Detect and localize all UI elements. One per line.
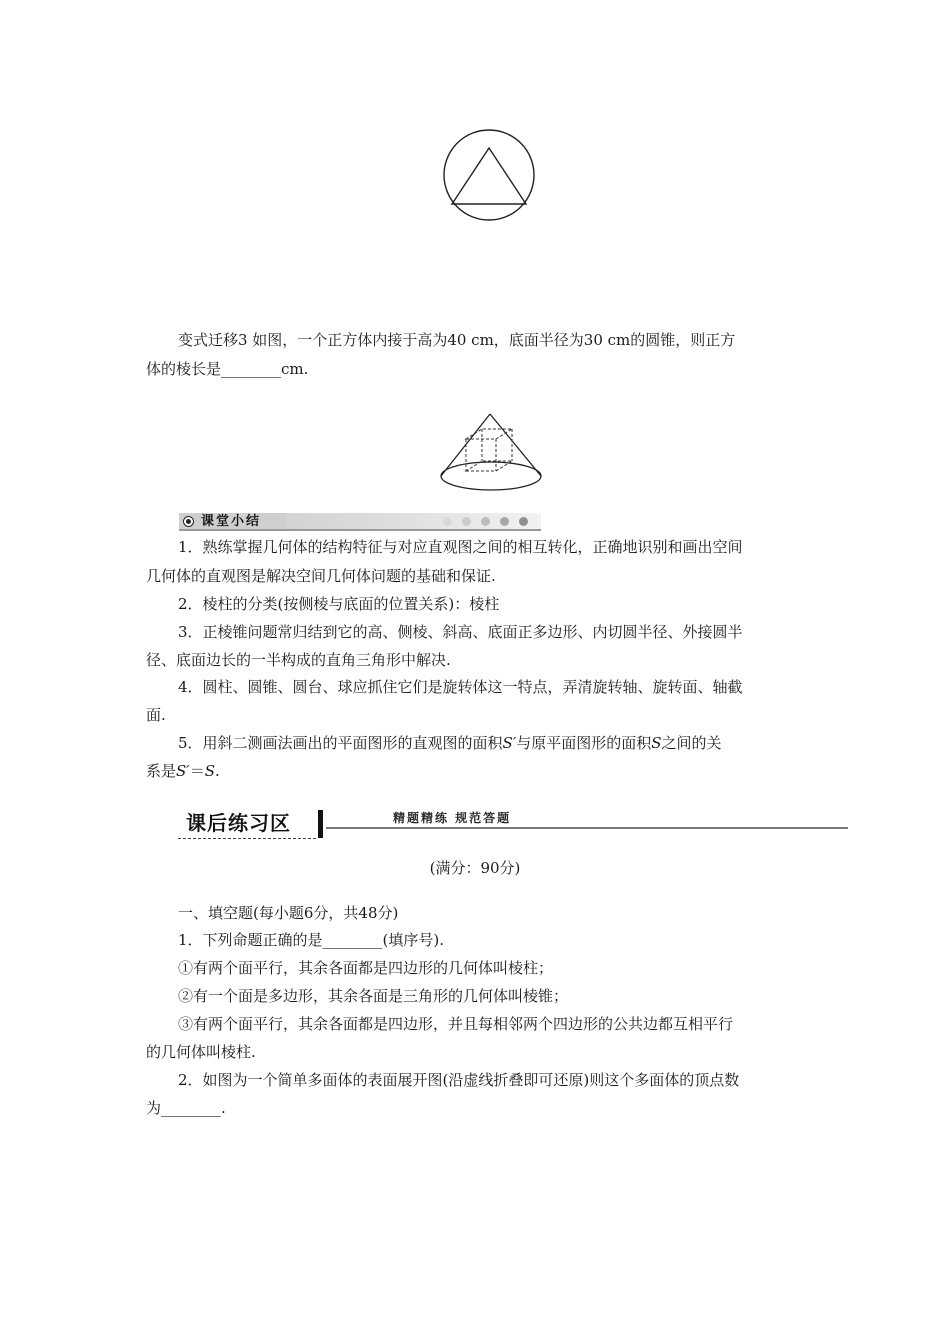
summary-item-5-l2 [146, 761, 220, 781]
summary-item-1-l1: 1．熟练掌握几何体的结构特征与对应直观图之间的相互转化，正确地识别和画出空间 [178, 538, 743, 556]
summary-item-1-l2: 几何体的直观图是解决空间几何体问题的基础和保证. [146, 567, 496, 585]
question-2-l1: 2．如图为一个简单多面体的表面展开图(沿虚线折叠即可还原)则这个多面体的顶点数 [178, 1071, 740, 1089]
question-1-option-3: ③有两个面平行，其余各面都是四边形，并且每相邻两个四边形的公共边都互相平行 [178, 1015, 734, 1033]
circle-triangle-figure [440, 126, 540, 228]
practice-subtitle: 精题精练 规范答题 [393, 811, 512, 825]
summary-item-4-l1: 4．圆柱、圆锥、圆台、球应抓住它们是旋转体这一特点，弄清旋转轴、旋转面、轴截 [178, 678, 743, 696]
summary-item-4-l2: 面. [146, 706, 166, 724]
text: ＝ [189, 762, 205, 780]
decor-dot-icon [462, 517, 471, 526]
decor-dot-icon [443, 517, 452, 526]
question-1-option-1: ①有两个面平行，其余各面都是四边形的几何体叫棱柱； [178, 959, 554, 977]
summary-item-3-l1: 3．正棱锥问题常归结到它的高、侧棱、斜高、底面正多边形、内切圆半径、外接圆半 [178, 623, 743, 641]
summary-banner [179, 513, 541, 530]
area-s-prime: S′ [176, 762, 190, 780]
decor-dot-icon [481, 517, 490, 526]
section-heading: 一、填空题(每小题6分，共48分) [178, 904, 399, 922]
summary-item-2: 2．棱柱的分类(按侧棱与底面的位置关系)：棱柱 [178, 595, 500, 613]
summary-title: 课堂小结 [201, 514, 262, 529]
area-s: S [651, 734, 662, 752]
score-note: (满分：90分) [429, 859, 521, 877]
text: 与原平面图形的面积 [516, 734, 652, 752]
question-1: 1．下列命题正确的是________(填序号). [178, 931, 445, 949]
text: . [215, 762, 220, 780]
summary-item-5-l1 [178, 733, 722, 753]
summary-item-3-l2: 径、底面边长的一半构成的直角三角形中解决. [146, 651, 451, 669]
practice-title: 课后练习区 [186, 811, 291, 835]
text: 之间的关 [661, 734, 722, 752]
variant3-line1: 变式迁移3 如图，一个正方体内接于高为40 cm，底面半径为30 cm的圆锥，则正方 [178, 331, 736, 349]
question-1-option-2: ②有一个面是多边形，其余各面是三角形的几何体叫棱锥； [178, 987, 569, 1005]
decor-dot-icon [500, 517, 509, 526]
text: 系是 [146, 762, 177, 780]
decor-dot-icon [424, 517, 433, 526]
practice-header [178, 808, 848, 842]
text: 5．用斜二测画法画出的平面图形的直观图的面积 [178, 734, 503, 752]
question-2-l2: 为________. [146, 1099, 226, 1117]
question-1-option-3-cont: 的几何体叫棱柱. [146, 1043, 256, 1061]
cone-cube-figure [436, 413, 548, 493]
decor-dot-icon [519, 517, 528, 526]
bullet-icon [183, 516, 194, 527]
area-s: S [204, 762, 215, 780]
variant3-line2: 体的棱长是________cm. [146, 360, 309, 378]
area-s-prime: S′ [502, 734, 517, 752]
